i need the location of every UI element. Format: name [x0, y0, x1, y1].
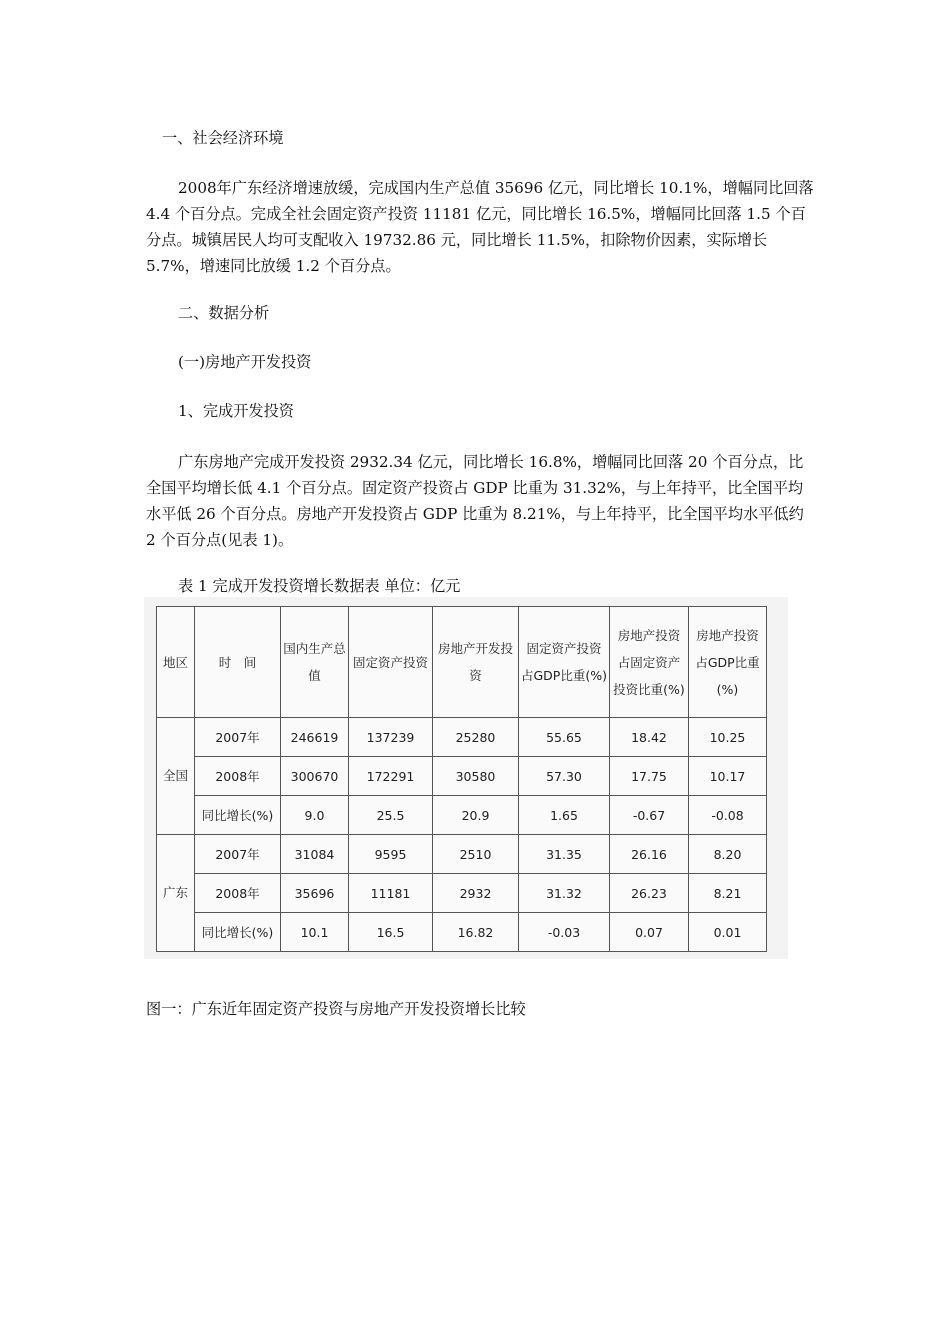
gdp-cell: 31084: [281, 835, 349, 874]
fixed-cell: 9595: [349, 835, 433, 874]
section-2-paragraph: 广东房地产完成开发投资 2932.34 亿元，同比增长 16.8%，增幅同比回落 20 个百分点，比全国平均增长低 4.1 个百分点。固定资产投资占 GDP 比重为 31.32%，与上年持平，比全国平均水平低 26 个百分点。房地产开发投资占 GDP 比重为 8.21%，与上年持平，比全国平均水平低约 2 个百分点(见表 1)。: [146, 453, 804, 549]
re-gdp-cell: -0.08: [689, 796, 767, 835]
re-fixed-cell: 17.75: [610, 757, 689, 796]
re-cell: 30580: [433, 757, 519, 796]
re-cell: 20.9: [433, 796, 519, 835]
re-fixed-cell: 26.16: [610, 835, 689, 874]
investment-table: [156, 606, 767, 952]
time-cell: 2007年: [195, 718, 281, 757]
re-cell: 2510: [433, 835, 519, 874]
re-gdp-cell: 10.25: [689, 718, 767, 757]
gdp-cell: 35696: [281, 874, 349, 913]
figure-caption: 图一：广东近年固定资产投资与房地产开发投资增长比较: [146, 1000, 526, 1018]
time-cell: 2008年: [195, 757, 281, 796]
re-fixed-cell: 18.42: [610, 718, 689, 757]
table-row: [157, 874, 767, 913]
fixed-gdp-cell: 1.65: [519, 796, 610, 835]
region-cell: 广东: [157, 835, 195, 952]
time-cell: 2007年: [195, 835, 281, 874]
region-cell: 全国: [157, 718, 195, 835]
header-region: 地区: [157, 607, 195, 718]
re-cell: 16.82: [433, 913, 519, 952]
table-row: [157, 796, 767, 835]
fixed-gdp-cell: -0.03: [519, 913, 610, 952]
table-header-row: [157, 607, 767, 718]
gdp-cell: 10.1: [281, 913, 349, 952]
fixed-cell: 25.5: [349, 796, 433, 835]
time-cell: 同比增长(%): [195, 796, 281, 835]
fixed-cell: 172291: [349, 757, 433, 796]
header-fixed-gdp-ratio: 固定资产投资占GDP比重(%): [519, 607, 610, 718]
fixed-gdp-cell: 57.30: [519, 757, 610, 796]
section-2-subsubtitle: 1、完成开发投资: [178, 402, 294, 420]
header-re-fixed-ratio: 房地产投资占固定资产投资比重(%): [610, 607, 689, 718]
time-cell: 2008年: [195, 874, 281, 913]
fixed-gdp-cell: 31.32: [519, 874, 610, 913]
table-caption: 表 1 完成开发投资增长数据表 单位：亿元: [178, 577, 461, 595]
table-row: [157, 757, 767, 796]
header-gdp: 国内生产总值: [281, 607, 349, 718]
re-fixed-cell: -0.67: [610, 796, 689, 835]
gdp-cell: 246619: [281, 718, 349, 757]
table-row: [157, 913, 767, 952]
fixed-cell: 11181: [349, 874, 433, 913]
header-re-gdp-ratio: 房地产投资占GDP比重(%): [689, 607, 767, 718]
fixed-cell: 16.5: [349, 913, 433, 952]
gdp-cell: 300670: [281, 757, 349, 796]
re-fixed-cell: 0.07: [610, 913, 689, 952]
gdp-cell: 9.0: [281, 796, 349, 835]
header-realestate-investment: 房地产开发投资: [433, 607, 519, 718]
section-1-paragraph: 2008年广东经济增速放缓，完成国内生产总值 35696 亿元，同比增长 10.1%，增幅同比回落 4.4 个百分点。完成全社会固定资产投资 11181 亿元，同比增长 16.5%，增幅同比回落 1.5 个百分点。城镇居民人均可支配收入 19732.86 元，同比增长 11.5%，扣除物价因素，实际增长 5.7%，增速同比放缓 1.2 个百分点。: [146, 179, 814, 275]
header-fixed-investment: 固定资产投资: [349, 607, 433, 718]
table-row: [157, 835, 767, 874]
re-cell: 2932: [433, 874, 519, 913]
header-time: 时 间: [195, 607, 281, 718]
section-1-title: 一、社会经济环境: [162, 129, 284, 147]
table-row: [157, 718, 767, 757]
section-2-title: 二、数据分析: [178, 304, 270, 322]
re-gdp-cell: 8.21: [689, 874, 767, 913]
re-gdp-cell: 0.01: [689, 913, 767, 952]
data-table-image: [144, 597, 788, 959]
re-gdp-cell: 10.17: [689, 757, 767, 796]
fixed-cell: 137239: [349, 718, 433, 757]
fixed-gdp-cell: 31.35: [519, 835, 610, 874]
re-cell: 25280: [433, 718, 519, 757]
re-gdp-cell: 8.20: [689, 835, 767, 874]
fixed-gdp-cell: 55.65: [519, 718, 610, 757]
section-2-subtitle: (一)房地产开发投资: [178, 353, 312, 371]
time-cell: 同比增长(%): [195, 913, 281, 952]
re-fixed-cell: 26.23: [610, 874, 689, 913]
